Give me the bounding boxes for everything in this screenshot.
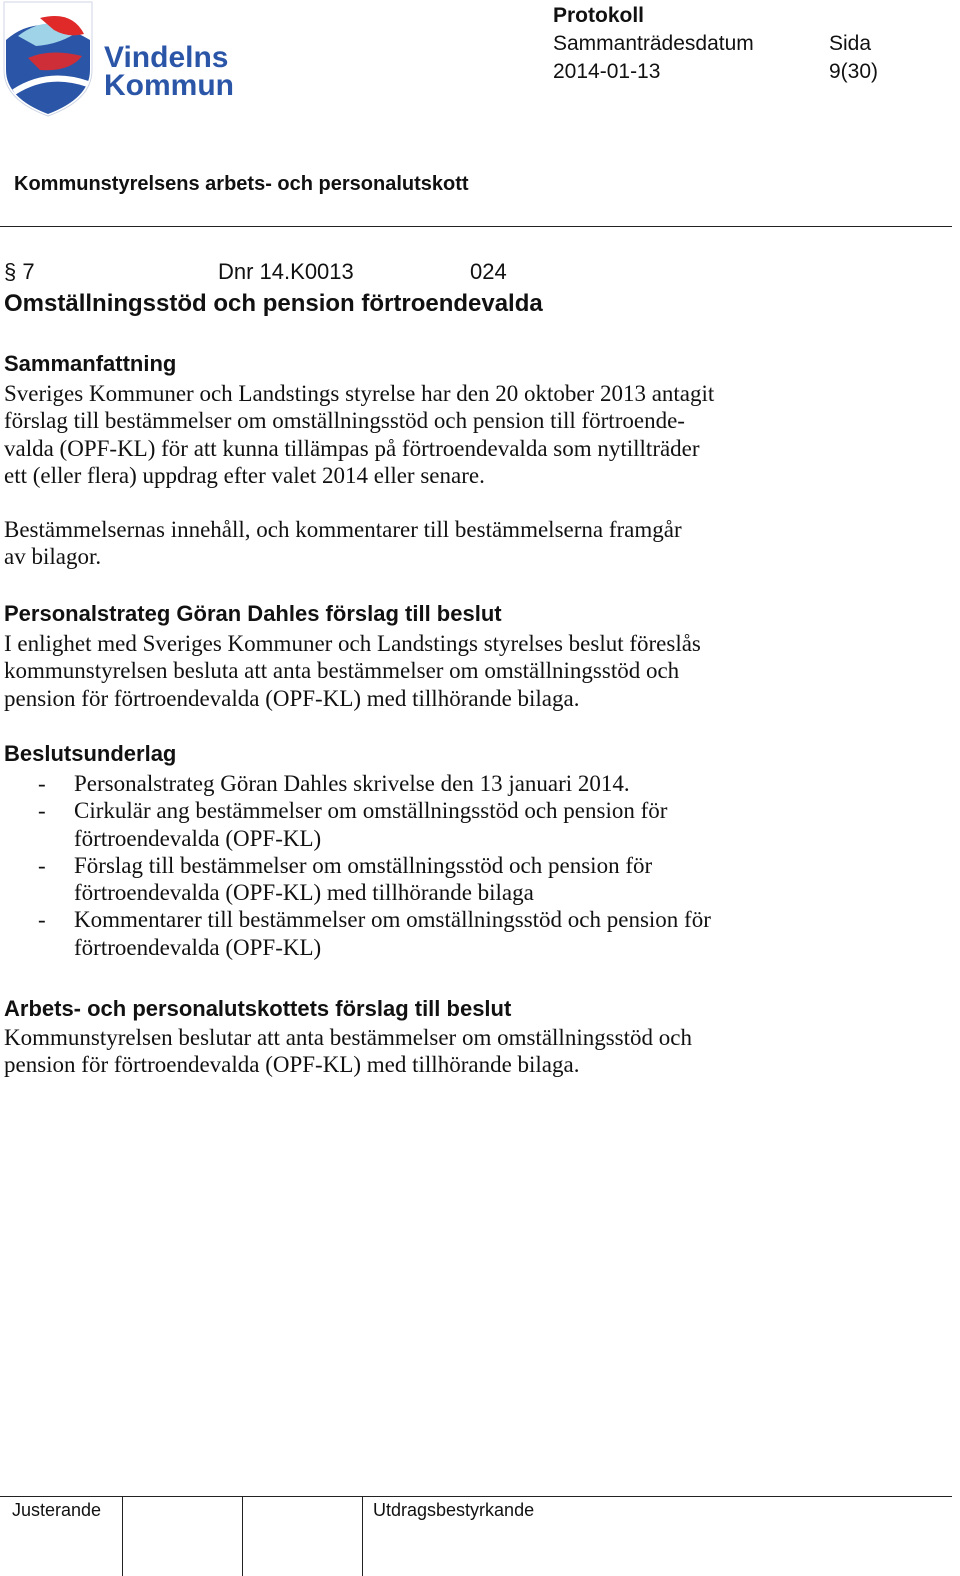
list-item-text: Cirkulär ang bestämmelser om omställningsstöd och pension för — [74, 798, 668, 824]
dnr-number: Dnr 14.K0013 — [218, 259, 354, 284]
list-dash: - — [38, 852, 46, 878]
list-item — [38, 797, 838, 852]
proposal-line: kommunstyrelsen besluta att anta bestämmelser om omställningsstöd och — [4, 658, 680, 684]
proposal-line: pension för förtroendevalda (OPF-KL) med tillhörande bilaga. — [4, 685, 580, 711]
committee-proposal-heading: Arbets- och personalutskottets förslag till beslut — [4, 996, 512, 1021]
logo-wordmark — [104, 41, 234, 102]
basis-list — [38, 770, 838, 961]
list-item — [38, 906, 838, 961]
basis-heading: Beslutsunderlag — [4, 741, 177, 766]
list-item — [38, 852, 838, 907]
list-dash: - — [38, 771, 46, 796]
item-title: Omställningsstöd och pension förtroendevalda — [4, 290, 543, 317]
logo-line1: Vindelns — [104, 41, 229, 74]
list-dash: - — [38, 907, 46, 933]
committee-name: Kommunstyrelsens arbets- och personalutskott — [14, 173, 469, 195]
list-dash: - — [38, 798, 46, 824]
date-value: 2014-01-13 — [553, 60, 661, 83]
header-divider — [0, 226, 952, 227]
signature-box-divider — [362, 1497, 363, 1576]
summary-line: ett (eller flera) uppdrag efter valet 2014 eller senare. — [4, 462, 485, 488]
footer-divider — [0, 1496, 952, 1497]
summary-heading: Sammanfattning — [4, 351, 177, 376]
list-item-text: Kommentarer till bestämmelser om omställningsstöd och pension för — [74, 907, 711, 933]
logo-line2: Kommun — [104, 69, 234, 102]
signature-box-divider — [242, 1497, 243, 1576]
date-label: Sammanträdesdatum — [553, 32, 754, 55]
proposal-heading: Personalstrateg Göran Dahles förslag till beslut — [4, 601, 502, 626]
page-label: Sida — [829, 32, 872, 55]
list-item-text: förtroendevalda (OPF-KL) med tillhörande bilaga — [74, 880, 534, 906]
list-item-text: förtroendevalda (OPF-KL) — [74, 934, 322, 960]
committee-line: Kommunstyrelsen beslutar att anta bestämmelser om omställningsstöd och — [4, 1025, 692, 1050]
summary-line: valda (OPF-KL) för att kunna tillämpas på förtroendevalda som nytillträder — [4, 435, 700, 461]
committee-proposal-text — [4, 1024, 834, 1079]
list-item-text: Personalstrateg Göran Dahles skrivelse den 13 januari 2014. — [74, 771, 630, 796]
summary-line: förslag till bestämmelser om omställningsstöd och pension till förtroende- — [4, 408, 685, 434]
list-item-text: Förslag till bestämmelser om omställningsstöd och pension för — [74, 852, 653, 878]
list-item-text: förtroendevalda (OPF-KL) — [74, 825, 322, 851]
proposal-line: I enlighet med Sveriges Kommuner och Landstings styrelses beslut föreslås — [4, 631, 701, 656]
utdrag-label: Utdragsbestyrkande — [373, 1500, 535, 1520]
signature-box-divider — [122, 1497, 123, 1576]
archive-code: 024 — [470, 259, 507, 284]
summary-line: Sveriges Kommuner och Landstings styrelse har den 20 oktober 2013 antagit — [4, 381, 715, 406]
committee-line: pension för förtroendevalda (OPF-KL) med tillhörande bilaga. — [4, 1052, 580, 1078]
doc-type: Protokoll — [553, 4, 645, 27]
justerande-label: Justerande — [12, 1500, 102, 1520]
summary-text — [4, 380, 834, 489]
summary-line: Bestämmelsernas innehåll, och kommentarer till bestämmelserna framgår — [4, 517, 682, 542]
page-value: 9(30) — [829, 60, 879, 83]
list-item — [38, 770, 838, 797]
summary-line: av bilagor. — [4, 544, 102, 570]
proposal-text — [4, 630, 834, 712]
paragraph-number: § 7 — [4, 259, 35, 284]
summary-text-2 — [4, 516, 834, 571]
